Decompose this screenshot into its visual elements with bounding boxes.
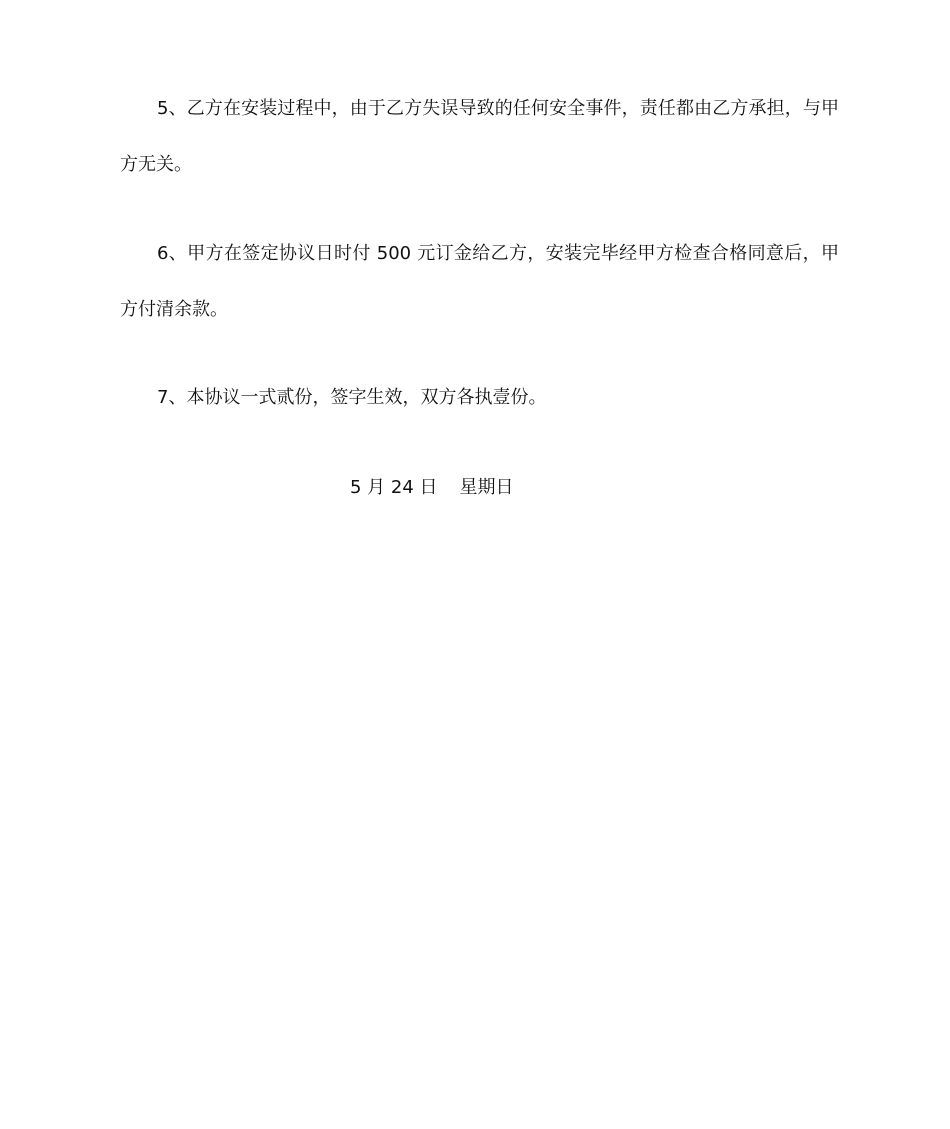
clause-5-line-2: 方无关。 [120,154,192,175]
clause-6-line-1: 6、甲方在签定协议日时付 500 元订金给乙方，安装完毕经甲方检查合格同意后，甲 [157,243,839,264]
clause-7-line-1: 7、本协议一式贰份，签字生效，双方各执壹份。 [157,387,547,408]
clause-6-line-2: 方付清余款。 [120,299,228,320]
date-text: 5 月 24 日 [350,477,438,498]
clause-5-line-1: 5、乙方在安装过程中，由于乙方失误导致的任何安全事件，责任都由乙方承担，与甲 [157,98,839,119]
weekday-text: 星期日 [459,477,514,498]
date-line [350,476,514,500]
